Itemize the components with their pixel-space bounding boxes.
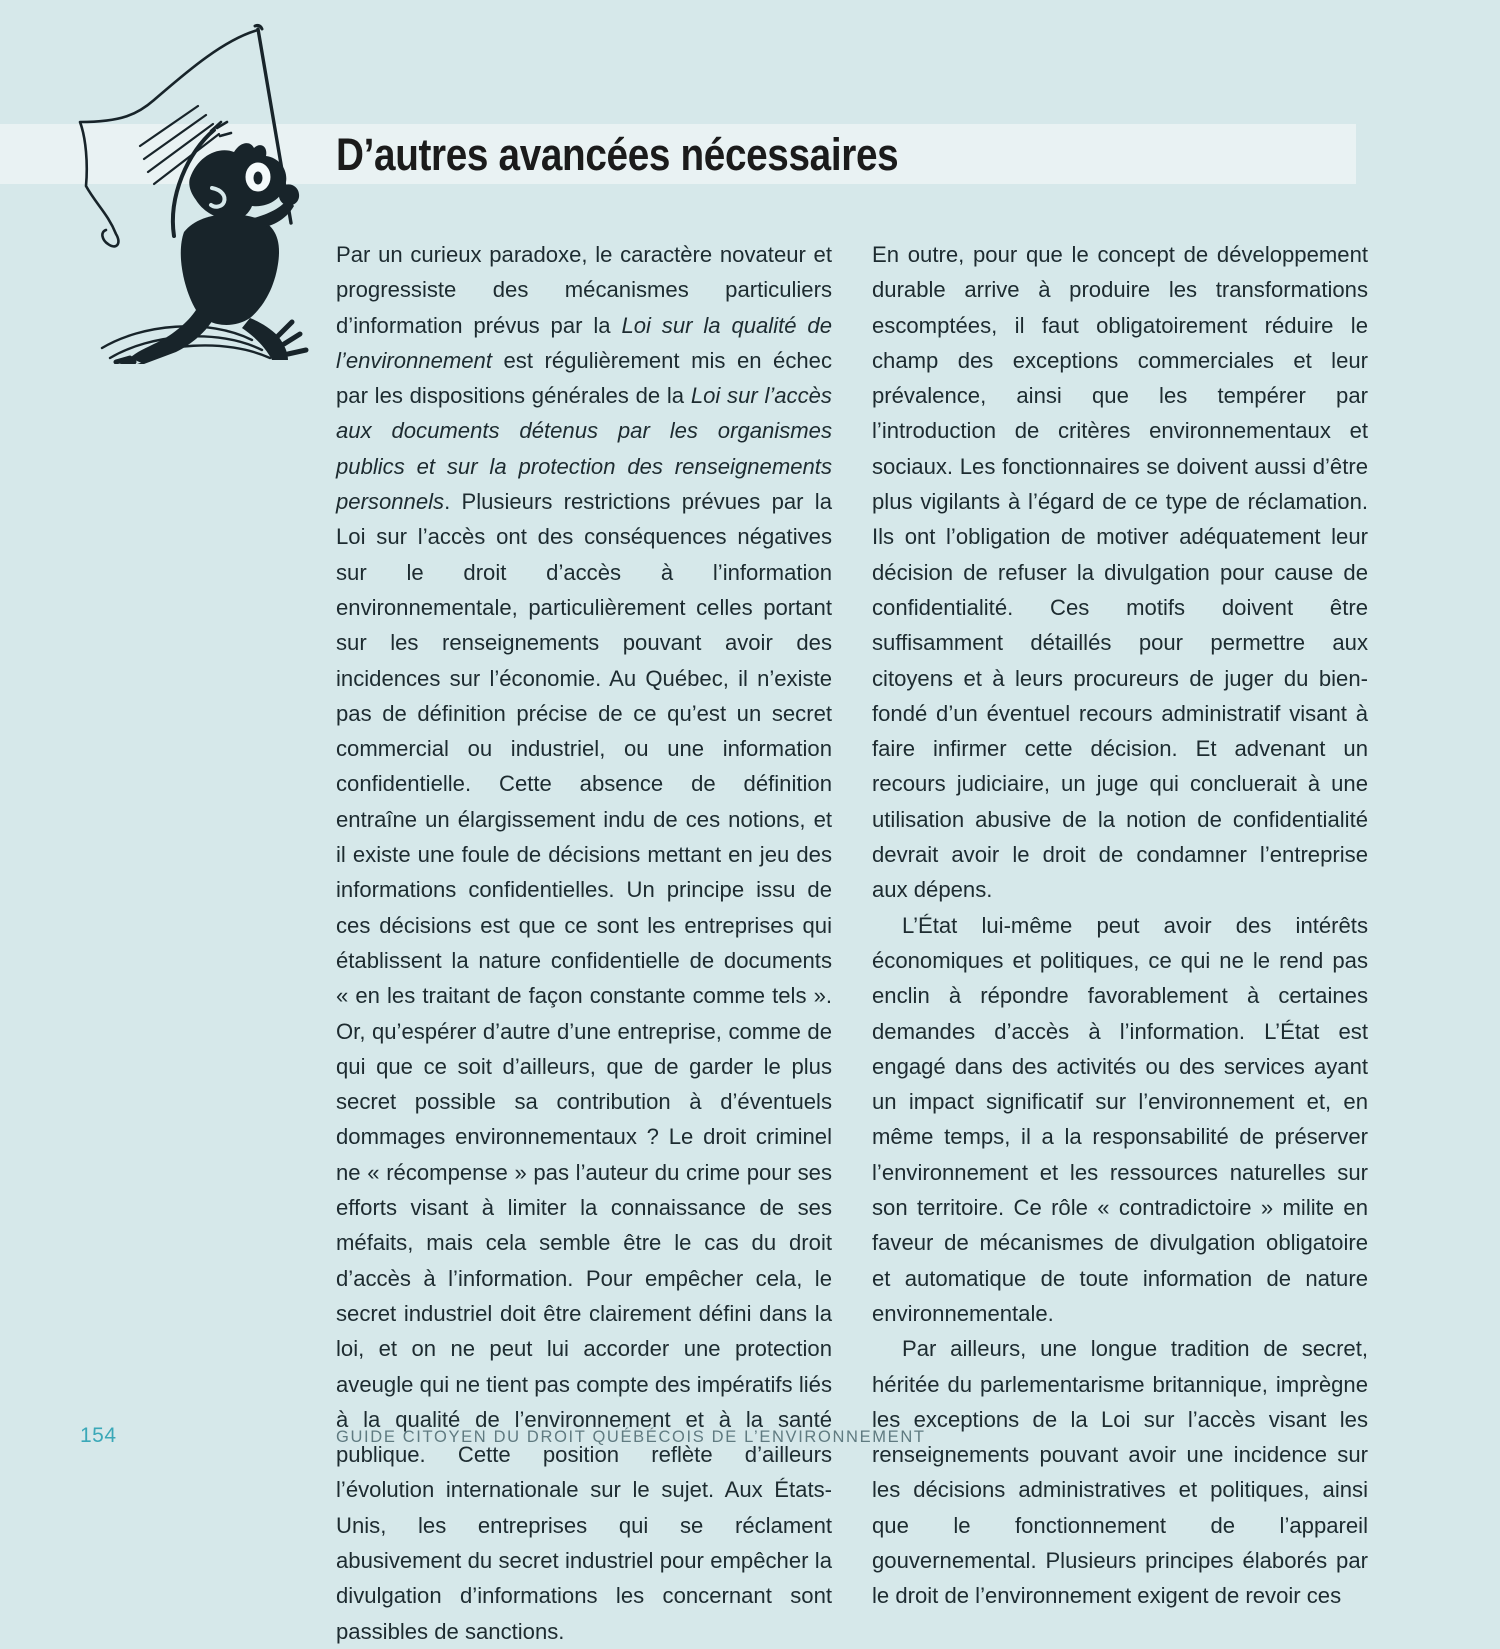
- text-run: Par ailleurs, une longue tradition de secret, héritée du parlementarisme britannique, imprègne les exceptions de la Loi sur l’accès visant les renseignements pouvant avoir une incidence sur les décisions administratives et politiques, ainsi que le fonctionnement de l’appareil gouvernemental. Plusieurs principes élaborés par le droit de l’environnement exigent de revoir ces: [872, 1336, 1368, 1609]
- text-run: Par un curieux paradoxe, le caractère novateur et progressiste des mécanismes particuliers d’information prévus par la: [336, 242, 832, 338]
- law-title-italic: Loi sur la qualité de l’environnement: [336, 312, 832, 373]
- text-run: est régulièrement mis en échec par les dispositions générales de la: [336, 347, 832, 409]
- paragraph: [872, 1331, 1368, 1613]
- page-footer: [0, 1424, 1500, 1464]
- text-run: En outre, pour que le concept de développement durable arrive à produire les transformations escomptées, il faut obligatoirement réduire le champ des exceptions commerciales et leur prévalence, ainsi que les tempérer par l’introduction de critères environnementaux et sociaux. Les fonctionnaires se doivent aussi d’être plus vigilants à l’égard de ce type de réclamation. Ils ont l’obligation de motiver adéquatement leur décision de refuser la divulgation pour cause de confidentialité. Ces motifs doivent être suffisamment détaillés pour permettre aux citoyens et à leurs procureurs de juger du bien-fondé d’un éventuel recours administratif visant à faire infirmer cette décision. Et advenant un recours judiciaire, un juge qui concluerait à une utilisation abusive de la notion de confidentialité devrait avoir le droit de condamner l’entreprise aux dépens.: [872, 242, 1368, 903]
- paragraph: [872, 908, 1368, 1332]
- page-title: D’autres avancées nécessaires: [336, 129, 899, 180]
- running-title: GUIDE CITOYEN DU DROIT QUÉBÉCOIS DE L’ENVIRONNEMENT: [336, 1428, 926, 1446]
- law-title-italic: Loi sur l’accès aux documents détenus par les organismes publics et sur la protection des renseignements personnels: [336, 383, 832, 515]
- text-run: . Plusieurs restrictions prévues par la Loi sur l’accès ont des conséquences négatives sur le droit d’accès à l’information environnementale, particulièrement celles portant sur les renseignements pouvant avoir des incidences sur l’économie. Au Québec, il n’existe pas de définition précise de ce qu’est un secret commercial ou industriel, ou une information confidentielle. Cette absence de définition entraîne un élargissement indu de ces notions, et il existe une foule de décisions mettant en jeu des informations confidentielles. Un principe issu de ces décisions est que ce sont les entreprises qui établissent la nature confidentielle de documents « en les traitant de façon constante comme tels ». Or, qu’espérer d’autre d’une entreprise, comme de qui que ce soit d’ailleurs, que de garder le plus secret possible sa contribution à d’éventuels dommages environnementaux ? Le droit criminel ne « récompense » pas l’auteur du crime pour ses efforts visant à limiter la connaissance de ses méfaits, mais cela semble être le cas du droit d’accès à l’information. Pour empêcher cela, le secret industriel doit être clairement défini dans la loi, et on ne peut lui accorder une protection aveugle qui ne tient pas compte des impératifs liés à la qualité de l’environnement et à la santé publique. Cette position reflète d’ailleurs l’évolution internationale sur le sujet. Aux États-Unis, les entreprises qui se réclament abusivement du secret industriel pour empêcher la divulgation d’informations les concernant sont passibles de sanctions.: [336, 489, 832, 1644]
- paragraph: [872, 237, 1368, 908]
- page-number: 154: [80, 1424, 117, 1447]
- text-run: L’État lui-même peut avoir des intérêts économiques et politiques, ce qui ne le rend pas enclin à répondre favorablement à certaines demandes d’accès à l’information. L’État est engagé dans des activités ou des services ayant un impact significatif sur l’environnement et, en même temps, il a la responsabilité de préserver l’environnement et les ressources naturelles sur son territoire. Ce rôle « contradictoire » milite en faveur de mécanismes de divulgation obligatoire et automatique de toute information de nature environnementale.: [872, 912, 1368, 1326]
- cartoon-figure-waving-flag-illustration: [72, 18, 340, 364]
- right-column: [872, 237, 1368, 1609]
